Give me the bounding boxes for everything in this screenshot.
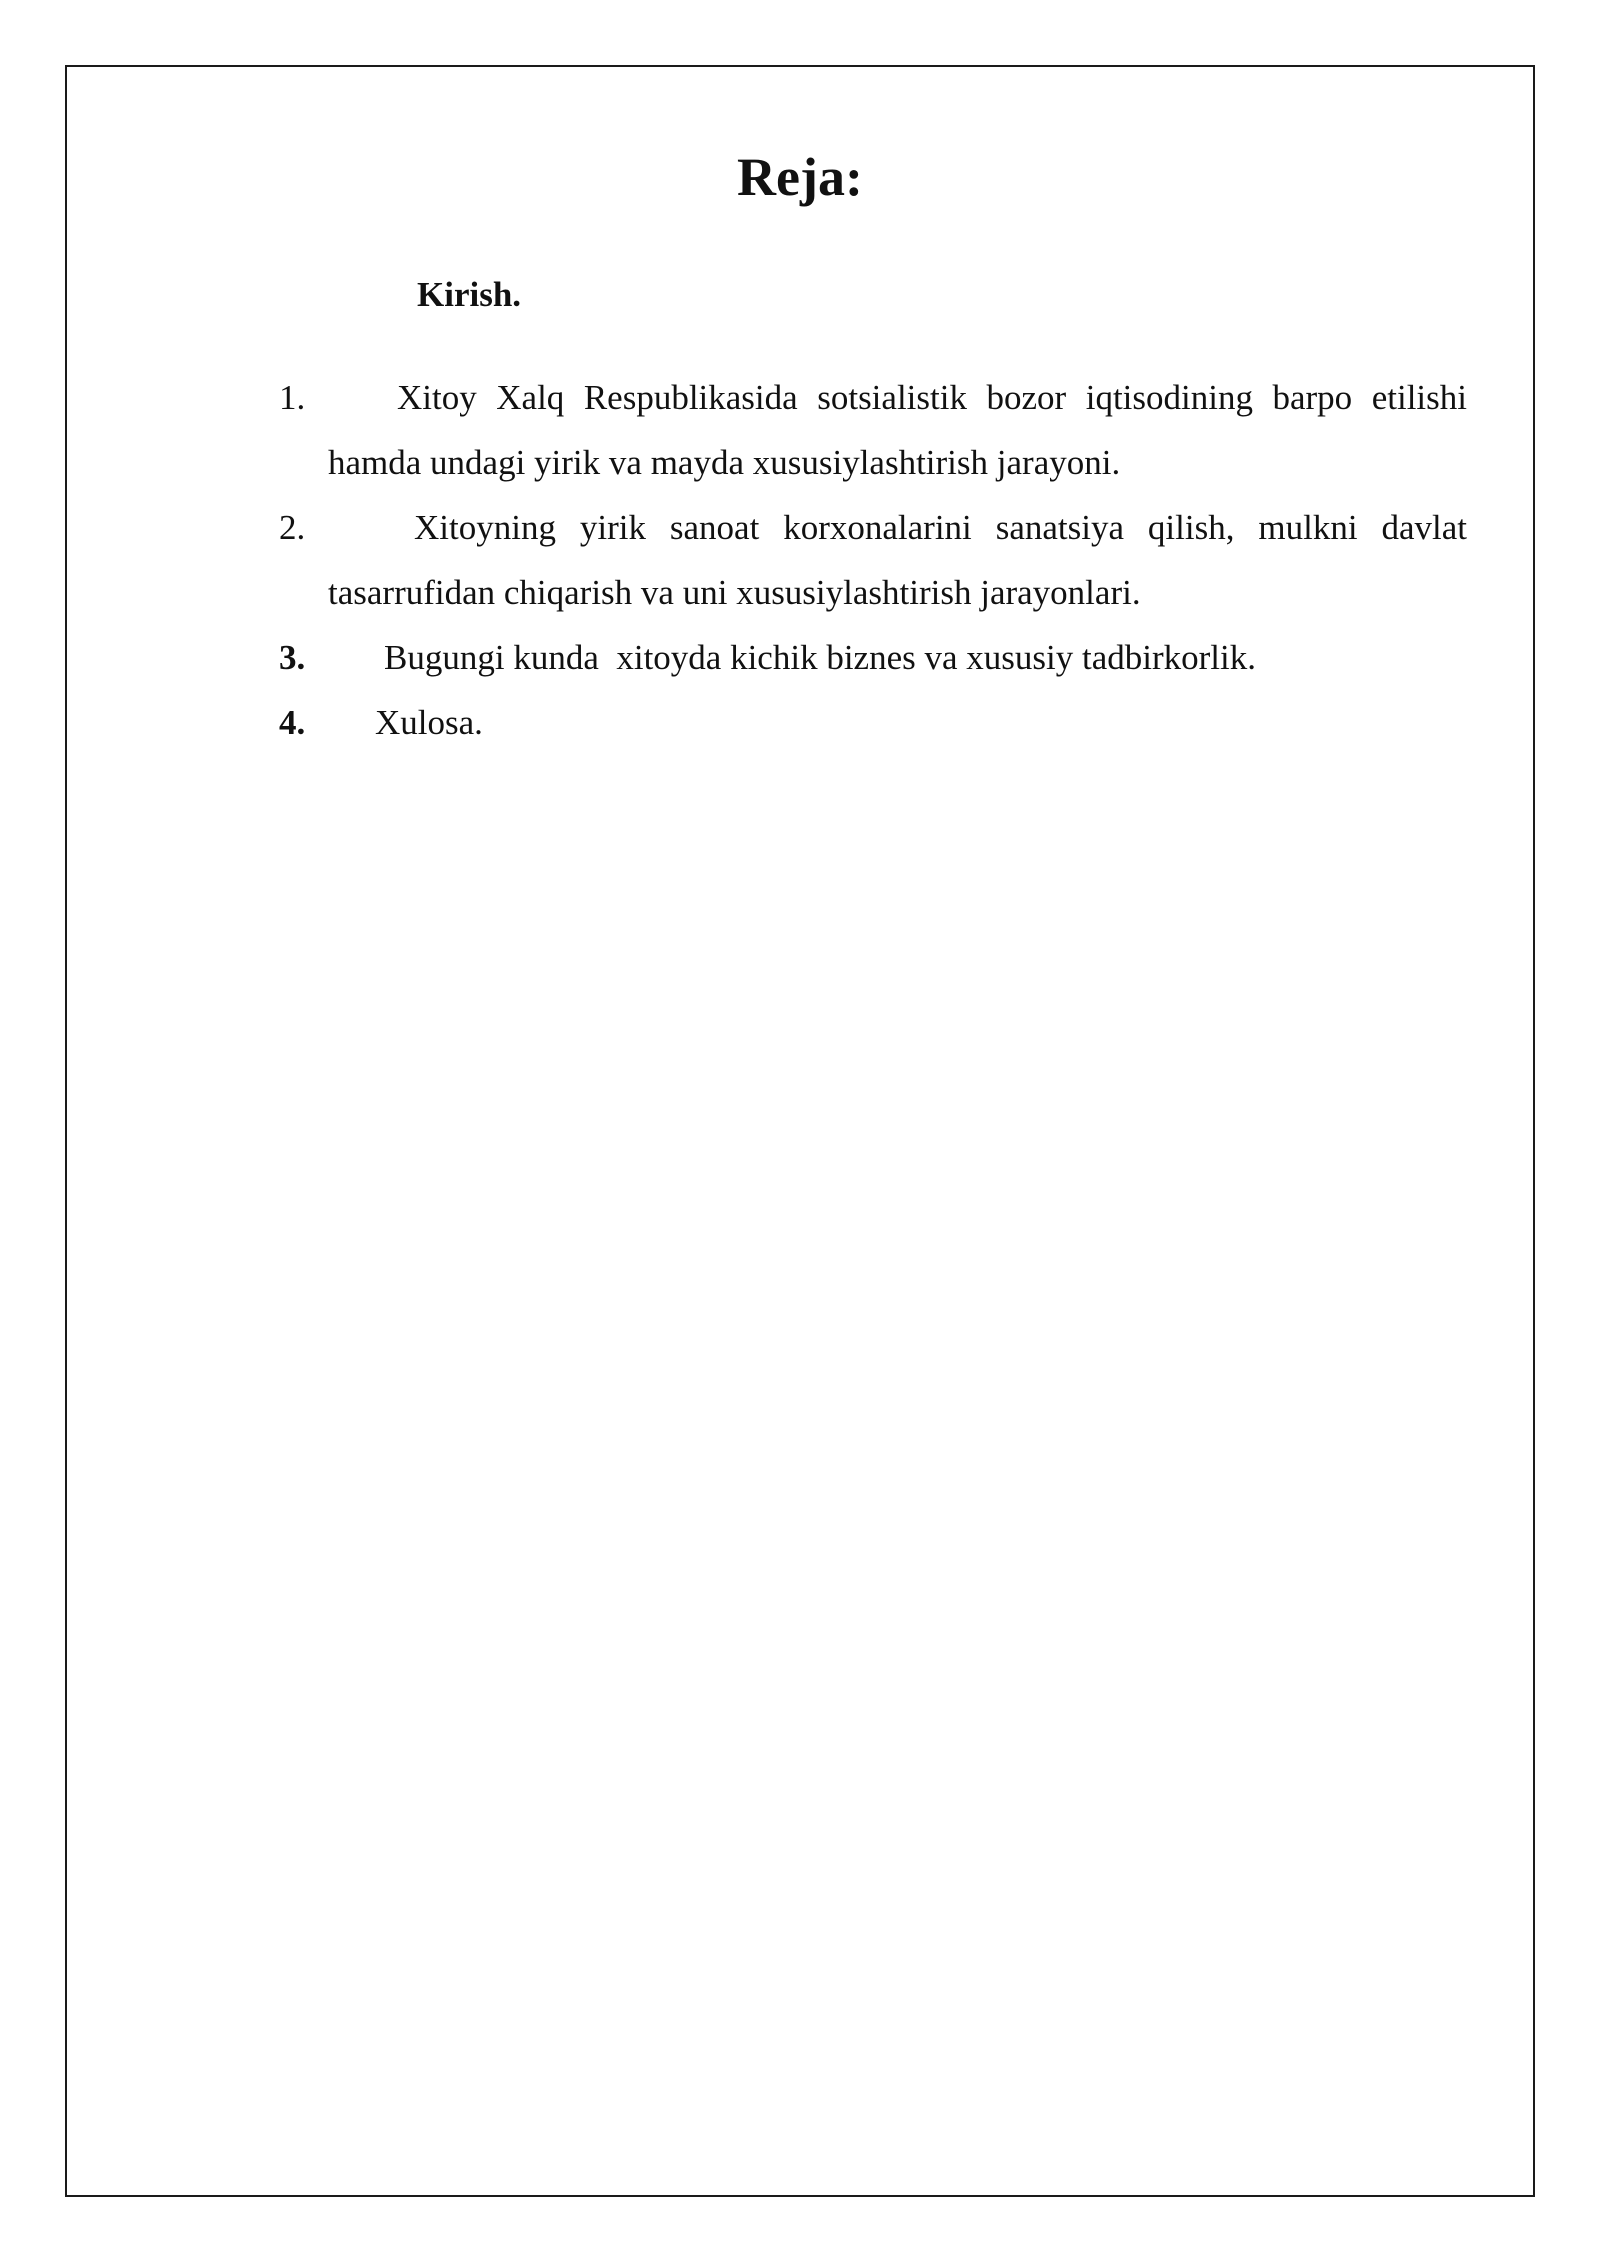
- list-item-text: Xulosa.: [375, 703, 483, 742]
- list-item-text: hamda undagi yirik va mayda xususiylashtirish jarayoni.: [328, 443, 1121, 482]
- list-item-text: Bugungi kunda xitoyda kichik biznes va xususiy tadbirkorlik.: [384, 638, 1256, 677]
- list-item-text: Xitoyning yirik sanoat korxonalarini sanatsiya qilish, mulkni davlat: [414, 508, 1467, 547]
- list-item-number: 2.: [279, 508, 306, 547]
- list-item-number: 4.: [279, 703, 306, 742]
- plan-intro: Kirish.: [417, 275, 522, 314]
- list-item-number: 1.: [279, 378, 306, 417]
- list-item-text: tasarrufidan chiqarish va uni xususiylashtirish jarayonlari.: [328, 573, 1141, 612]
- list-item-number: 3.: [279, 638, 306, 677]
- page-title: Reja:: [737, 147, 863, 207]
- list-item-text: Xitoy Xalq Respublikasida sotsialistik bozor iqtisodining barpo etilishi: [397, 378, 1467, 417]
